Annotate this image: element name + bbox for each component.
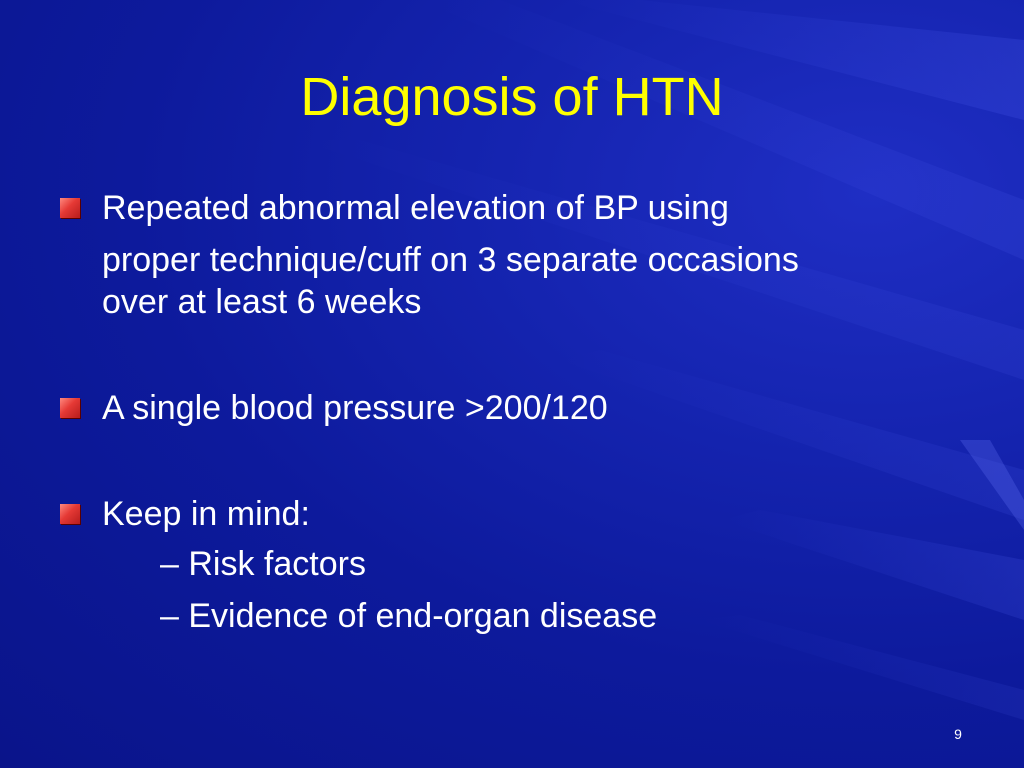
bullet-item-2	[60, 388, 960, 432]
square-bullet-icon	[60, 504, 80, 524]
bullet-item-1	[60, 188, 960, 328]
bullet-3-line-1: Keep in mind:	[102, 495, 310, 533]
bullet-2-line-1: A single blood pressure >200/120	[102, 389, 608, 427]
bullet-1-line-3: over at least 6 weeks	[102, 283, 422, 321]
bullet-1-line-1: Repeated abnormal elevation of BP using	[102, 189, 729, 227]
sub-item-risk-factors: – Risk factors	[160, 545, 366, 583]
bullet-item-3	[60, 494, 960, 538]
square-bullet-icon	[60, 398, 80, 418]
square-bullet-icon	[60, 198, 80, 218]
sub-item-end-organ-disease: – Evidence of end-organ disease	[160, 597, 658, 635]
slide-title: Diagnosis of HTN	[300, 67, 724, 127]
bullet-1-line-2: proper technique/cuff on 3 separate occasions	[102, 241, 799, 279]
page-number: 9	[954, 726, 962, 742]
